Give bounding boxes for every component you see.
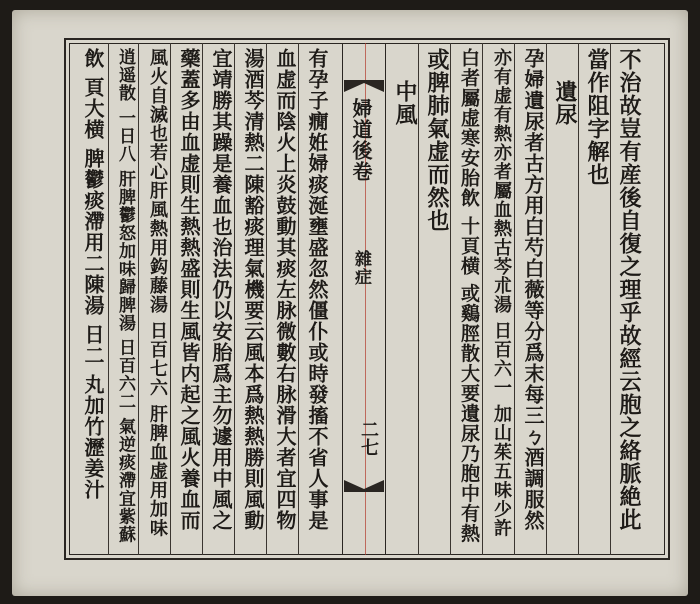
text-column: 宜靖勝其躁是養血也治法仍以安胎爲主勿遽用中風之 [209, 48, 233, 531]
page-number: 二七 [358, 420, 379, 456]
text-column: 藥蓋多由血虚則生熱熱盛則生風皆内起之風火養血而 [177, 48, 201, 531]
fishtail-mark-bottom [344, 480, 384, 492]
column-rule [108, 43, 109, 555]
subsection-label: 雜症 [351, 250, 371, 286]
text-column: 白者屬虚寒安胎飲 十頁横 或鷄脛散大要遺尿乃胞中有熱 [458, 48, 480, 544]
section-title: 遺尿 [552, 80, 578, 126]
text-column: 有孕子癇姙婦痰涎壅盛忽然僵仆或時發搐不省人事是 [305, 48, 329, 531]
text-column: 飲 頁大横 脾鬱痰滯用二陳湯 日二 丸加竹瀝姜汁 [81, 48, 105, 500]
text-column: 孕婦遺尿者古方用白芍白薇等分爲末每三ㄅ酒調服然 [521, 48, 545, 531]
text-column: 亦有虚有熱亦者屬血熱古芩朮湯 日百六一 加山茱五味少許 [491, 48, 512, 538]
text-column: 逍遥散 一日八 肝脾鬱怒加味歸脾湯 日百六二 氣逆痰滯宜紫蘇 [115, 48, 135, 544]
text-column: 湯酒芩清熱二陳豁痰理氣機要云風本爲熱熱勝則風動 [241, 48, 265, 531]
book-heading: 婦道後卷 [349, 98, 373, 182]
text-column: 風火自滅也若心肝風熱用鈎藤湯 日百七六 肝脾血虚用加味 [147, 48, 168, 538]
text-column: 血虚而陰火上炎鼓動其痰左脉微數右脉滑大者宜四物 [273, 48, 297, 531]
book-page [12, 10, 688, 596]
text-column: 當作阻字解也 [584, 48, 610, 186]
text-column: 不治故豈有産後自復之理乎故經云胞之絡脈絶此 [616, 48, 642, 531]
section-title: 中風 [392, 80, 418, 126]
fishtail-mark-top [344, 80, 384, 92]
text-column: 或脾肺氣虚而然也 [424, 48, 450, 232]
